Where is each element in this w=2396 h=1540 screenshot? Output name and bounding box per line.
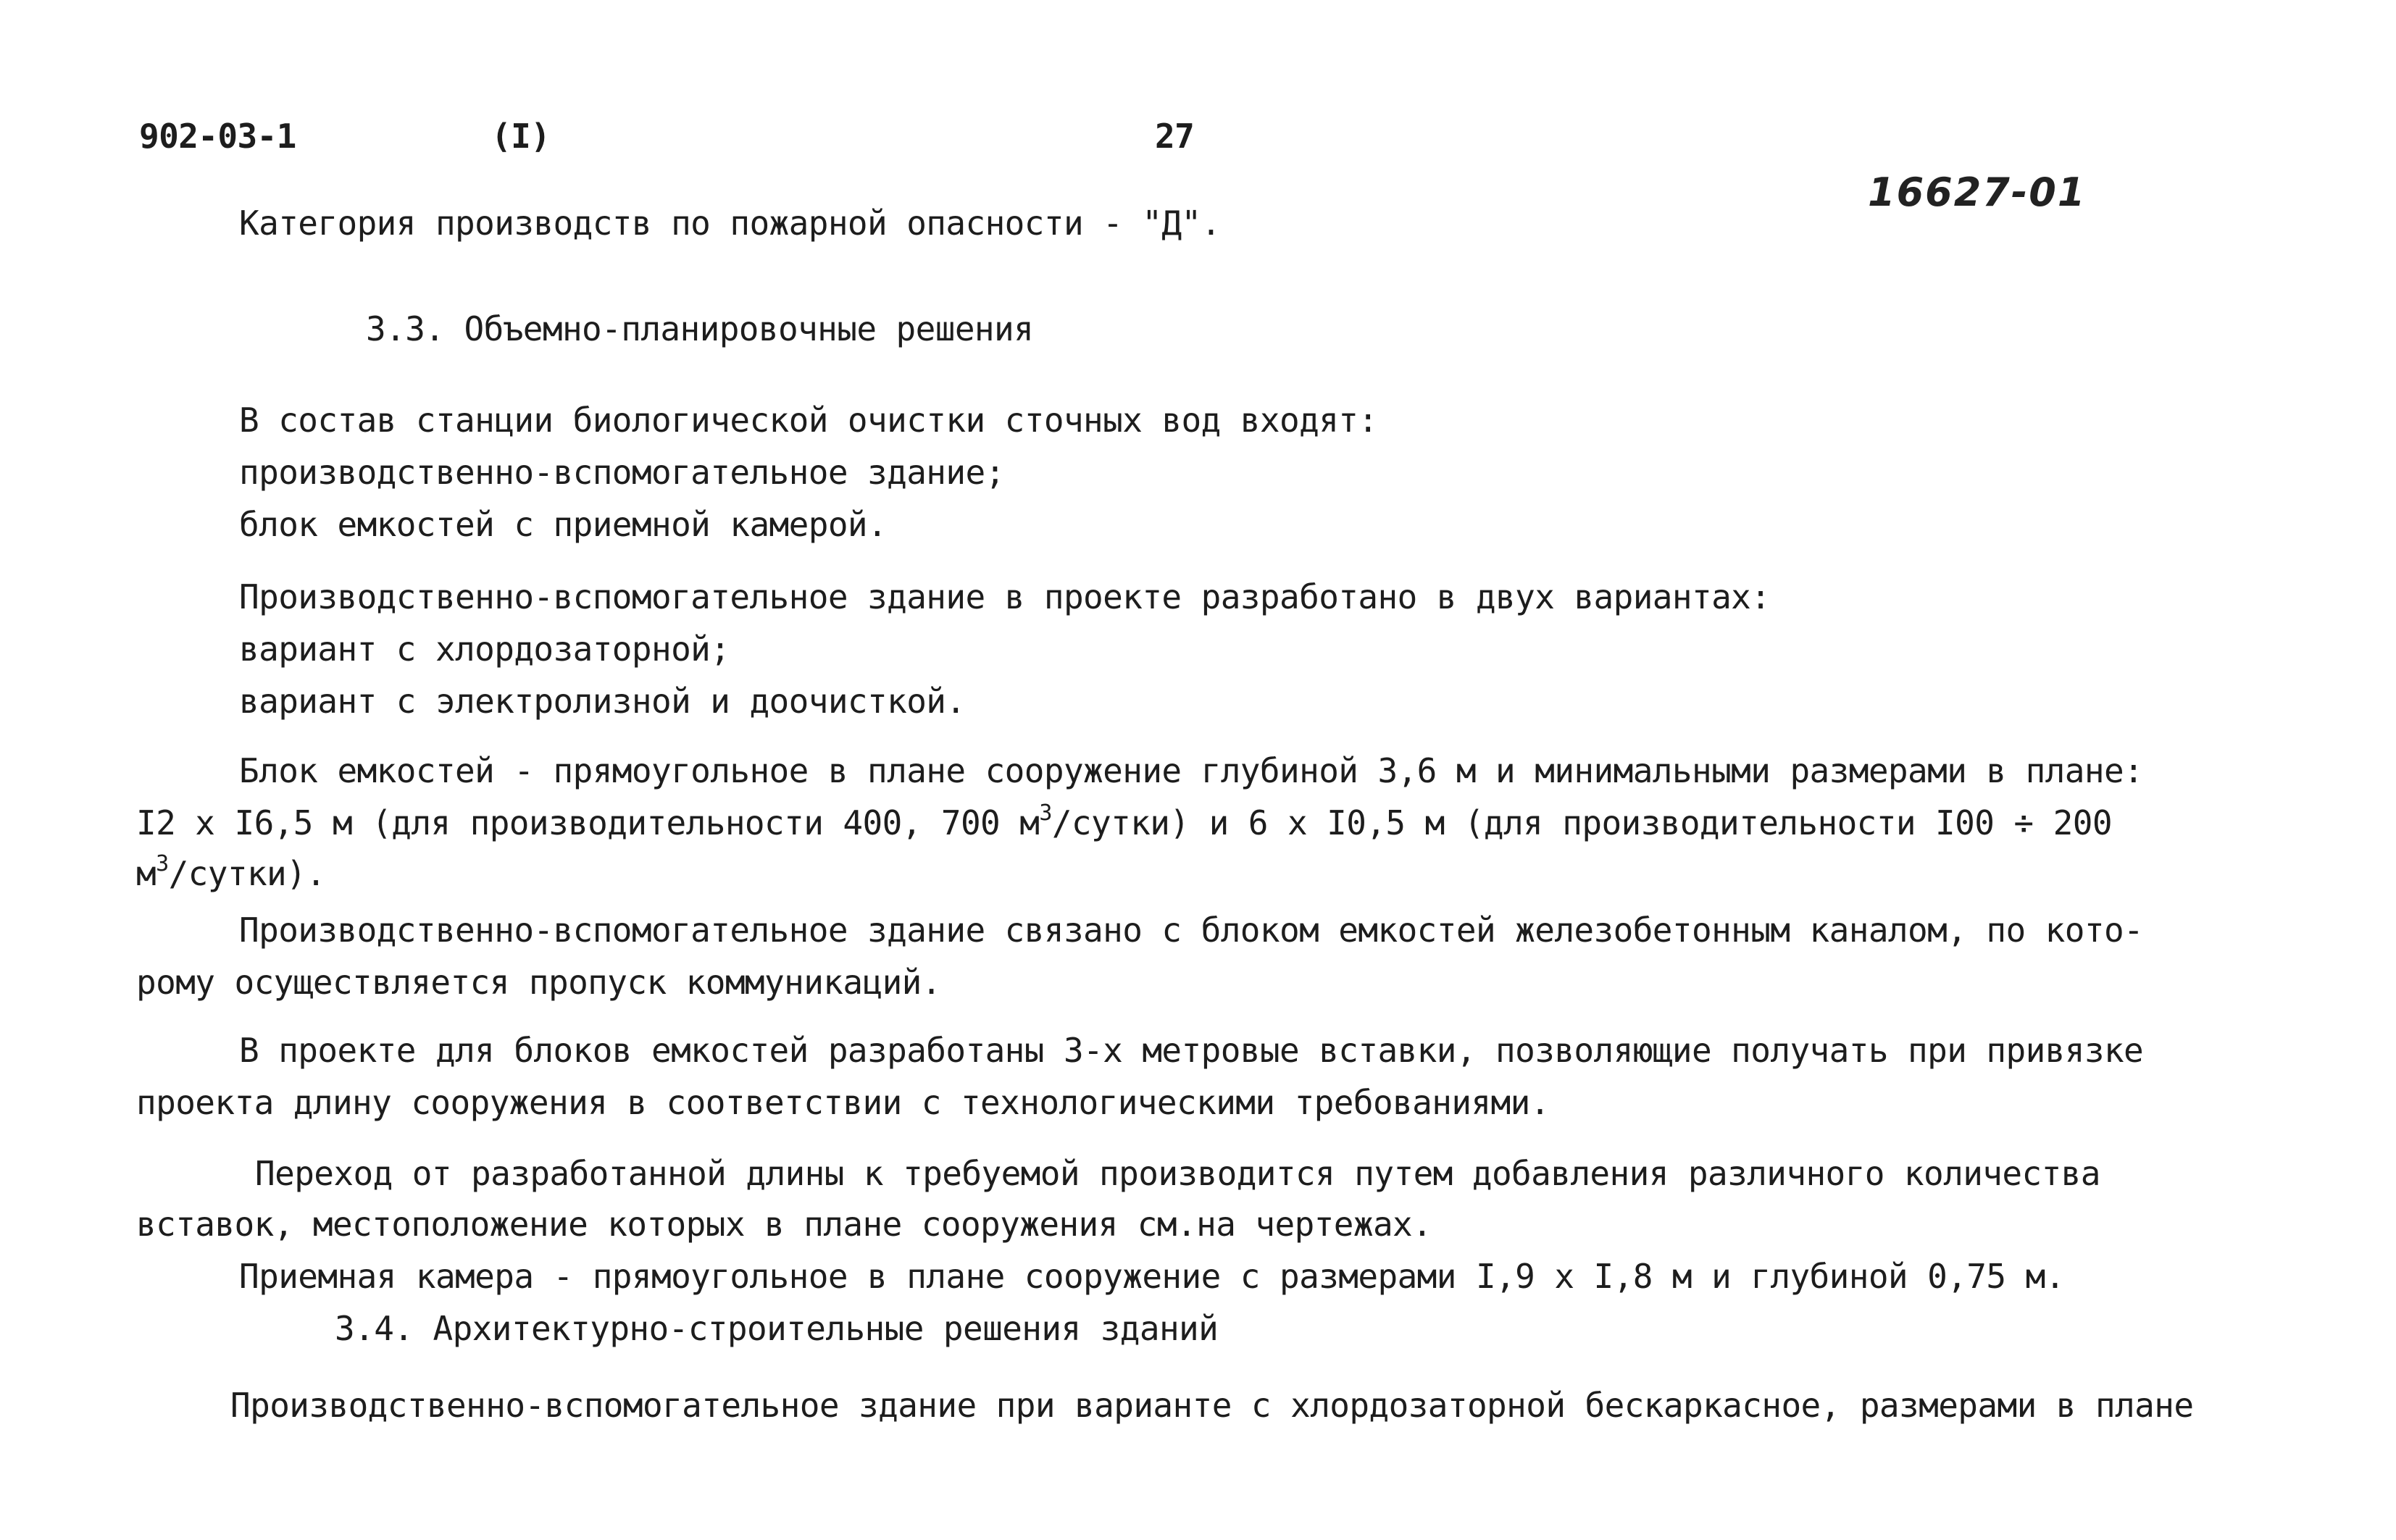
receiving-chamber-line: Приемная камера - прямоугольное в плане сооружение с размерами I,9 x I,8 м и глубиной 0,75 м.	[239, 1257, 2065, 1296]
tank-block-text-2b: /сутки) и 6 x I0,5 м (для производительности I00 ÷ 200	[1051, 803, 2112, 842]
section-3-4-title: 3.4. Архитектурно-строительные решения зданий	[335, 1309, 1219, 1348]
tank-block-text-2a: I2 x I6,5 м (для производительности 400, 700 м	[136, 803, 1040, 842]
transition-line-1: Переход от разработанной длины к требуемой производится путем добавления различного количества	[255, 1154, 2100, 1193]
variants-intro: Производственно-вспомогательное здание в проекте разработано в двух вариантах:	[239, 577, 1771, 616]
tank-block-line-1: Блок емкостей - прямоугольное в плане сооружение глубиной 3,6 м и минимальными размерами в плане:	[239, 751, 2144, 790]
cubic-superscript: 3	[156, 851, 169, 876]
inserts-line-2: проекта длину сооружения в соответствии с технологическими требованиями.	[136, 1083, 1550, 1122]
tank-block-text-3a: м	[136, 854, 156, 893]
fire-category-line: Категория производств по пожарной опасности - "Д".	[239, 204, 1221, 243]
tank-block-text-3b: /сутки).	[168, 854, 326, 893]
channel-line-2: рому осуществляется пропуск коммуникаций.	[136, 963, 941, 1002]
inventory-number: 16627-01	[1868, 170, 2087, 215]
album-number: (I)	[491, 117, 551, 156]
section-3-3-title: 3.3. Объемно-планировочные решения	[366, 309, 1034, 348]
transition-line-2: вставок, местоположение которых в плане сооружения см.на чертежах.	[136, 1205, 1432, 1244]
tank-block-line-2	[136, 801, 2112, 845]
channel-line-1: Производственно-вспомогательное здание связано с блоком емкостей железобетонным каналом, по кото-	[239, 911, 2144, 950]
composition-intro: В состав станции биологической очистки сточных вод входят:	[239, 401, 1378, 440]
inserts-line-1: В проекте для блоков емкостей разработаны 3-х метровые вставки, позволяющие получать при привязке	[239, 1031, 2144, 1070]
document-code: 902-03-1	[139, 117, 296, 156]
building-description-line: Производственно-вспомогательное здание при варианте с хлордозаторной бескаркасное, размерами в плане	[230, 1386, 2194, 1425]
cubic-superscript: 3	[1039, 800, 1052, 826]
page-number: 27	[1155, 117, 1195, 156]
tank-block-line-3	[136, 852, 325, 895]
composition-item-tank-block: блок емкостей с приемной камерой.	[239, 505, 888, 544]
composition-item-building: производственно-вспомогательное здание;	[239, 453, 1005, 492]
variant-electrolysis: вариант с электролизной и доочисткой.	[239, 682, 966, 721]
variant-chlorinator: вариант с хлордозаторной;	[239, 629, 730, 669]
